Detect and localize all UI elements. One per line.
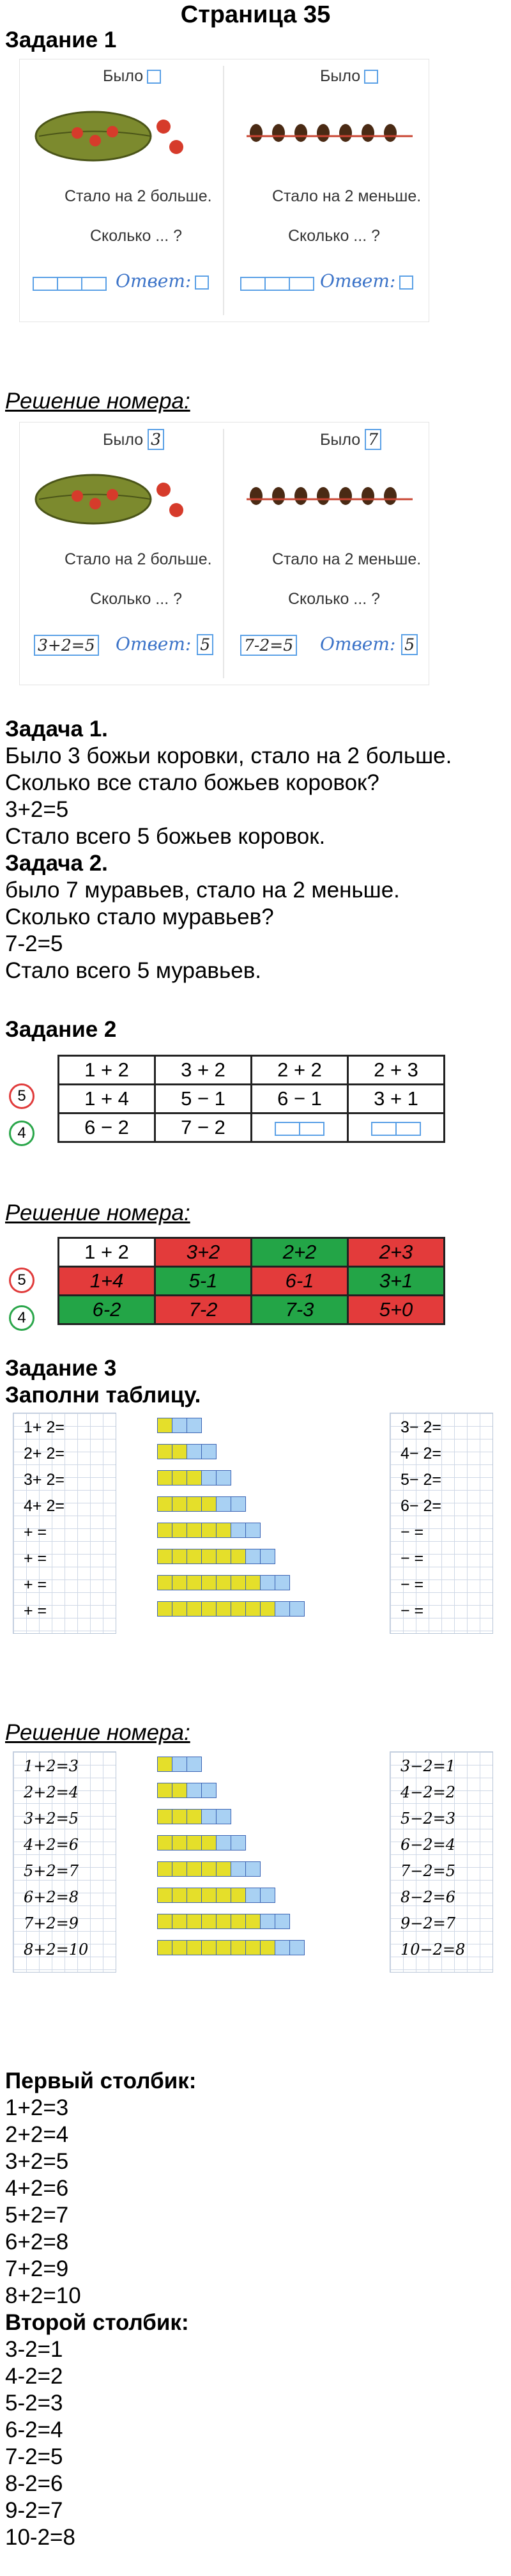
marker-4: 4 <box>9 1305 34 1331</box>
count-bar <box>157 1914 289 1929</box>
answer-box[interactable] <box>399 275 413 290</box>
count-bar <box>157 1444 216 1459</box>
section-heading: Задача 2. <box>5 851 108 876</box>
question-label: Сколько ... ? <box>288 590 380 608</box>
table-cell: 3+2 <box>155 1238 252 1267</box>
marker-5: 5 <box>9 1268 34 1293</box>
grid-row: 7+2=9 <box>24 1914 79 1932</box>
count-bar <box>157 1496 245 1512</box>
after-label: Стало на 2 больше. <box>65 187 212 205</box>
table-row <box>59 1085 445 1113</box>
table-row <box>59 1296 445 1324</box>
text-line: Сколько все стало божьев коровок? <box>5 770 379 795</box>
count-bar <box>157 1888 275 1903</box>
text-line: Было 3 божьи коровки, стало на 2 больше. <box>5 743 452 768</box>
table-cell: 3 + 1 <box>348 1085 445 1113</box>
grid-row: 9−2=7 <box>400 1914 456 1932</box>
question-label: Сколько ... ? <box>288 227 380 245</box>
grid-row: 5+2=7 <box>24 1862 79 1880</box>
table-cell: 7-2 <box>155 1296 252 1324</box>
grid-row[interactable]: 1+ 2= <box>24 1418 65 1436</box>
task2-heading: Задание 2 <box>5 1017 117 1042</box>
task1-solution-panel <box>19 422 429 685</box>
task2-table <box>57 1055 445 1143</box>
count-bar <box>157 1757 201 1772</box>
grid-row[interactable]: + = <box>24 1576 47 1594</box>
task2-solution-table <box>57 1237 445 1325</box>
table-row <box>59 1113 445 1142</box>
count-bar <box>157 1575 289 1590</box>
text-line: 8-2=6 <box>5 2471 63 2496</box>
text-line: 7-2=5 <box>5 931 63 956</box>
answer-label: Ответ: 5 <box>320 633 418 655</box>
grid-row[interactable]: 4+ 2= <box>24 1497 65 1515</box>
task3-left-grid <box>13 1413 116 1634</box>
table-cell[interactable] <box>348 1113 445 1142</box>
grid-row: 8−2=6 <box>400 1888 456 1906</box>
grid-row: 4+2=6 <box>24 1836 79 1854</box>
table-cell: 2 + 3 <box>348 1056 445 1085</box>
table-cell: 1 + 2 <box>59 1056 155 1085</box>
grid-row[interactable]: 2+ 2= <box>24 1445 65 1463</box>
count-bar <box>157 1783 216 1798</box>
marker-4: 4 <box>9 1121 34 1146</box>
grid-row[interactable]: − = <box>400 1523 424 1541</box>
count-bar <box>157 1549 275 1564</box>
count-bar <box>157 1940 304 1955</box>
answer-label: Ответ: 5 <box>116 633 213 655</box>
answer-label: Ответ: <box>320 270 413 291</box>
text-line: 2+2=4 <box>5 2122 69 2147</box>
text-line: Сколько стало муравьев? <box>5 904 274 929</box>
grid-row[interactable]: − = <box>400 1549 424 1567</box>
grid-row[interactable]: 4− 2= <box>400 1445 441 1463</box>
solution-label: Решение номера: <box>5 1720 190 1745</box>
table-cell: 6 − 2 <box>59 1113 155 1142</box>
text-line: Стало всего 5 муравьев. <box>5 958 262 983</box>
table-row <box>59 1056 445 1085</box>
text-line: было 7 муравьев, стало на 2 меньше. <box>5 878 400 903</box>
ants-illustration <box>240 104 419 162</box>
table-cell: 5-1 <box>155 1267 252 1296</box>
text-line: 7-2=5 <box>5 2444 63 2469</box>
table-row <box>59 1238 445 1267</box>
section-heading: Первый столбик: <box>5 2068 197 2093</box>
table-cell: 1 + 2 <box>59 1238 155 1267</box>
ants-illustration <box>240 467 419 525</box>
table-cell: 6-1 <box>252 1267 348 1296</box>
grid-row[interactable]: − = <box>400 1576 424 1594</box>
panel-divider <box>223 429 224 678</box>
task3-right-grid <box>390 1413 493 1634</box>
table-cell: 2+2 <box>252 1238 348 1267</box>
question-label: Сколько ... ? <box>90 227 182 245</box>
after-label: Стало на 2 меньше. <box>272 187 422 205</box>
table-cell: 1+4 <box>59 1267 155 1296</box>
solution-label: Решение номера: <box>5 1200 190 1225</box>
table-cell: 1 + 4 <box>59 1085 155 1113</box>
text-line: 9-2=7 <box>5 2498 63 2523</box>
table-cell: 2 + 2 <box>252 1056 348 1085</box>
solution-label: Решение номера: <box>5 389 190 414</box>
table-cell: 6-2 <box>59 1296 155 1324</box>
task3-heading: Задание 3 <box>5 1356 117 1381</box>
table-cell: 3+1 <box>348 1267 445 1296</box>
expression-answer: 7-2=5 <box>240 635 297 656</box>
grid-row[interactable]: 6− 2= <box>400 1497 441 1515</box>
table-cell: 5 − 1 <box>155 1085 252 1113</box>
text-line: 7+2=9 <box>5 2256 69 2281</box>
before-label: Было <box>103 67 161 86</box>
answer-box[interactable] <box>195 275 209 290</box>
text-line: 3-2=1 <box>5 2337 63 2362</box>
table-cell[interactable] <box>252 1113 348 1142</box>
task3-solution-left-grid <box>13 1751 116 1973</box>
answer-label: Ответ: <box>116 270 209 291</box>
count-bar <box>157 1861 260 1877</box>
table-row <box>59 1267 445 1296</box>
question-label: Сколько ... ? <box>90 590 182 608</box>
count-bar <box>157 1835 245 1851</box>
section-heading: Задача 1. <box>5 717 108 741</box>
grid-row: 6+2=8 <box>24 1888 79 1906</box>
task1-heading: Задание 1 <box>5 27 117 52</box>
grid-row: 8+2=10 <box>24 1941 89 1959</box>
count-bar <box>157 1523 260 1538</box>
marker-5: 5 <box>9 1083 34 1109</box>
grid-row[interactable]: − = <box>400 1602 424 1620</box>
text-line: 3+2=5 <box>5 797 69 822</box>
grid-row: 7−2=5 <box>400 1862 456 1880</box>
page-title: Страница 35 <box>180 1 331 28</box>
task3-bars <box>153 1413 345 1633</box>
grid-row[interactable]: 3− 2= <box>400 1418 441 1436</box>
table-cell: 6 − 1 <box>252 1085 348 1113</box>
count-bar <box>157 1809 231 1824</box>
text-line: 10-2=8 <box>5 2525 75 2550</box>
ladybugs-leaf-illustration <box>33 464 186 534</box>
table-cell: 3 + 2 <box>155 1056 252 1085</box>
before-label: Было 7 <box>320 430 381 449</box>
grid-row: 2+2=4 <box>24 1783 79 1801</box>
text-line: 5+2=7 <box>5 2203 69 2228</box>
grid-row: 3−2=1 <box>400 1757 456 1775</box>
text-line: 5-2=3 <box>5 2391 63 2416</box>
text-line: 8+2=10 <box>5 2283 81 2308</box>
grid-row[interactable]: 5− 2= <box>400 1471 441 1489</box>
table-cell: 7-3 <box>252 1296 348 1324</box>
count-bar <box>157 1470 231 1486</box>
count-bar <box>157 1601 304 1617</box>
before-label: Было 3 <box>103 430 164 449</box>
before-label: Было <box>320 67 378 86</box>
text-line: 6-2=4 <box>5 2417 63 2442</box>
answer-box[interactable] <box>364 70 378 84</box>
section-heading: Второй столбик: <box>5 2310 189 2335</box>
text-line: 4+2=6 <box>5 2176 69 2201</box>
grid-row: 1+2=3 <box>24 1757 79 1775</box>
expression-answer: 3+2=5 <box>34 635 99 656</box>
grid-row: 6−2=4 <box>400 1836 456 1854</box>
grid-row: 5−2=3 <box>400 1810 456 1827</box>
before-value: 7 <box>365 429 381 450</box>
ladybugs-leaf-illustration <box>33 101 186 171</box>
grid-row: 3+2=5 <box>24 1810 79 1827</box>
task3-subheading: Заполни таблицу. <box>5 1383 201 1408</box>
table-cell: 2+3 <box>348 1238 445 1267</box>
text-line: Стало всего 5 божьев коровок. <box>5 824 326 849</box>
after-label: Стало на 2 меньше. <box>272 550 422 568</box>
before-value: 3 <box>148 429 164 450</box>
text-line: 4-2=2 <box>5 2364 63 2389</box>
grid-row[interactable]: + = <box>24 1523 47 1541</box>
grid-row[interactable]: + = <box>24 1602 47 1620</box>
answer-box[interactable] <box>147 70 161 84</box>
grid-row[interactable]: 3+ 2= <box>24 1471 65 1489</box>
expression-boxes[interactable] <box>33 277 107 291</box>
text-line: 1+2=3 <box>5 2095 69 2120</box>
table-cell: 7 − 2 <box>155 1113 252 1142</box>
grid-row[interactable]: + = <box>24 1549 47 1567</box>
text-line: 3+2=5 <box>5 2149 69 2174</box>
expression-boxes[interactable] <box>240 277 314 291</box>
table-cell: 5+0 <box>348 1296 445 1324</box>
after-label: Стало на 2 больше. <box>65 550 212 568</box>
panel-divider <box>223 66 224 315</box>
grid-row: 4−2=2 <box>400 1783 456 1801</box>
grid-row: 10−2=8 <box>400 1941 466 1959</box>
count-bar <box>157 1418 201 1433</box>
task3-solution-right-grid <box>390 1751 493 1973</box>
task1-panel <box>19 59 429 322</box>
task3-solution-bars <box>153 1751 345 1971</box>
text-line: 6+2=8 <box>5 2230 69 2254</box>
